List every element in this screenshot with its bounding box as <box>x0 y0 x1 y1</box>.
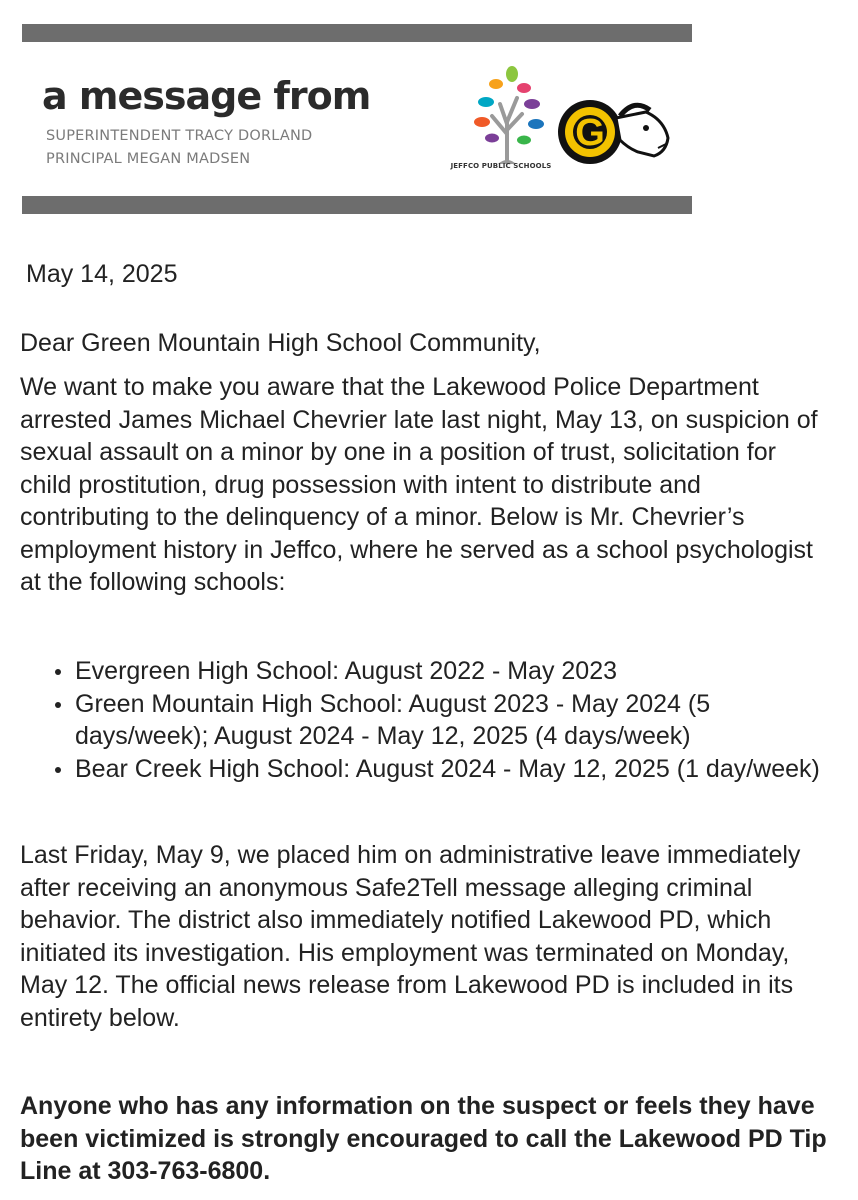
letter-greeting: Dear Green Mountain High School Community, <box>20 329 541 357</box>
list-item: Green Mountain High School: August 2023 - May 2024 (5 days/week); August 2024 - May 12, 2025 (4 days/week) <box>20 688 830 753</box>
jeffco-tree-logo <box>462 64 552 174</box>
tip-line-paragraph: Anyone who has any information on the suspect or feels they have been victimized is strongly encouraged to call the Lakewood PD Tip Line at 303-763-6800. <box>20 1092 827 1185</box>
employment-history-list <box>20 655 830 785</box>
banner-headline: a message from <box>42 74 371 118</box>
list-item: Evergreen High School: August 2022 - May 2023 <box>20 655 830 688</box>
letter-date: May 14, 2025 <box>26 260 178 288</box>
message-banner <box>22 24 692 216</box>
principal-line: PRINCIPAL MEGAN MADSEN <box>46 151 251 167</box>
arrest-paragraph: We want to make you aware that the Lakewood Police Department arrested James Michael Chevrier late last night, May 13, on suspicion of sexual assault on a minor by one in a position of trust, solicitation for child prostitution, drug possession with intent to distribute and contributing to the delinquency of a minor. Below is Mr. Chevrier’s employment history in Jeffco, where he served as a school psychologist at the following schools: <box>20 373 818 596</box>
leave-paragraph: Last Friday, May 9, we placed him on administrative leave immediately after receiving an anonymous Safe2Tell message alleging criminal behavior. The district also immediately notified Lakewood PD, which initiated its investigation. His employment was terminated on Monday, May 12. The official news release from Lakewood PD is included in its entirety below. <box>20 841 801 1032</box>
ram-mascot-logo <box>554 90 672 174</box>
banner-bottom-bar <box>22 196 692 214</box>
superintendent-line: SUPERINTENDENT TRACY DORLAND <box>46 128 313 144</box>
jeffco-logo-text: JEFFCO PUBLIC SCHOOLS <box>450 162 552 170</box>
banner-top-bar <box>22 24 692 42</box>
list-item: Bear Creek High School: August 2024 - May 12, 2025 (1 day/week) <box>20 753 830 786</box>
mascot-letter: G <box>575 112 605 154</box>
